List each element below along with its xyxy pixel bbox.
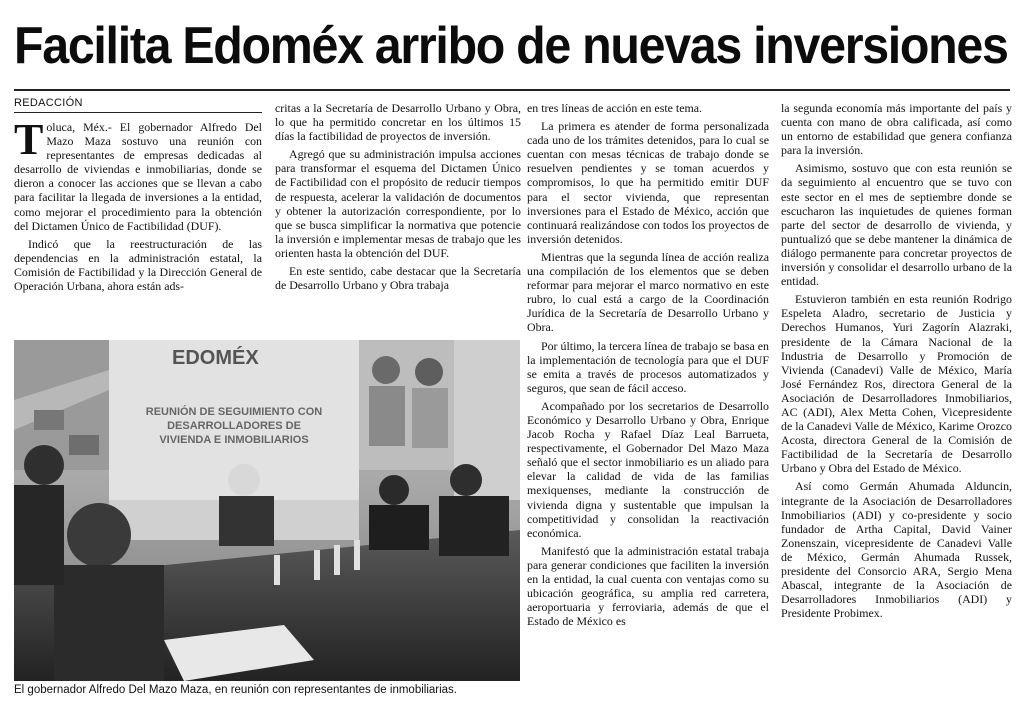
banner-title-3: VIVIENDA E INMOBILIARIOS xyxy=(159,434,309,446)
banner-title-2: DESARROLLADORES DE xyxy=(167,420,301,432)
paragraph: Agregó que su administración impulsa acciones para transformar el esquema del Dictamen Único de Factibilidad con el propósito de reducir tiempos de respuesta, acelerar la validación de documentos y obtener la autorización correspondiente, por lo que se busca simplificar la normativa que potencie la inversión e implementar mesas de trabajo que les orienten hasta la obtención del DUF. xyxy=(275,147,521,260)
meeting-photo xyxy=(14,340,520,681)
paragraph: La primera es atender de forma personalizada cada uno de los trámites detenidos, para lo cual se cuentan con mesas técnicas de trabajo donde se resuelven pendientes y se toman acuerdos y compromisos, lo que ha permitido emitir DUF para el sector vivienda, que representan inversiones para el Estado de México, acción que continuará realizándose con todos los proyectos de inversión detenidos. xyxy=(527,119,769,246)
byline-rule xyxy=(14,112,262,113)
column-3 xyxy=(527,101,769,701)
paragraph: Estuvieron también en esta reunión Rodrigo Espeleta Aladro, secretario de Justicia y Derechos Humanos, Yuri Zagorín Alazraki, presidente de la Cámara Nacional de la Industria de Desarrollo y Promoción de Vivienda (Canadevi) Valle de México, María José Fernández Ros, directora General de la Asociación de Desarrolladores Inmobiliarios, AC (ADI), Alex Metta Cohen, Vicepresidente de la Canadevi Valle de México, Karime Orozco Acosta, directora General de la Comisión de Factibilidad de la Secretaría de Desarrollo Urbano y Obra del Estado de México. xyxy=(781,292,1012,476)
paragraph: Por último, la tercera línea de trabajo se basa en la implementación de tecnología para que el DUF se emita a través de procesos automatizados y seguros, que sean de fácil acceso. xyxy=(527,338,769,395)
news-photo xyxy=(14,340,520,681)
paragraph: en tres líneas de acción en este tema. xyxy=(527,101,702,115)
paragraph: Acompañado por los secretarios de Desarrollo Económico y Desarrollo Urbano y Obra, Enrique Jacob Rocha y Rafael Díaz Leal Barrueta, respectivamente, el Gobernador Del Mazo Maza señaló que el sector inmobiliario es un aliado para elevar la calidad de vida de las familias mexiquenses, mediante la construcción de vivienda digna y sustentable que impulsan la competitividad y consolidan la reactivación económica. xyxy=(527,398,769,540)
paragraph: Asimismo, sostuvo que con esta reunión se da seguimiento al encuentro que se tuvo con este sector en el mes de septiembre donde se escucharon las inquietudes de quienes forman parte del sector de desarrollo de vivienda, y puntualizó que se debe mantener la dinámica de diálogo permanente para concretar proyectos de inversión y consolidar el desarrollo urbano de la entidad. xyxy=(781,161,1012,289)
paragraph: En este sentido, cabe destacar que la Secretaría de Desarrollo Urbano y Obra trabaja xyxy=(275,264,521,293)
banner-logo: EDOMÉX xyxy=(172,347,259,369)
paragraph: Manifestó que la administración estatal trabaja para generar condiciones que faciliten la inversión en la entidad, la cual cuenta con ventajas como su ubicación geográfica, su amplia red carretera, aeroportuaria y ferroviaria, además de que el Estado de México es xyxy=(527,543,769,629)
headline: Facilita Edoméx arribo de nuevas inversiones xyxy=(14,17,1008,75)
column-1 xyxy=(14,120,262,338)
drop-cap: T xyxy=(14,120,44,164)
photo-caption: El gobernador Alfredo Del Mazo Maza, en reunión con representantes de inmobiliarias. xyxy=(14,684,458,696)
paragraph: Indicó que la reestructuración de las dependencias en la administración estatal, la Comisión de Factibilidad y la Dirección General de Operación Urbana, ahora están ads- xyxy=(14,236,262,294)
paragraph: Mientras que la segunda línea de acción realiza una compilación de los elementos que se deben reformar para mejorar el marco normativo en este rubro, lo cual está a cargo de la Coordinación Jurídica de la Secretaría de Desarrollo Urbano y Obra. xyxy=(527,249,769,335)
paragraph: critas a la Secretaría de Desarrollo Urbano y Obra, lo que ha permitido concretar en los últimos 15 días la factibilidad de proyectos de inversión. xyxy=(275,101,521,144)
byline: REDACCIÓN xyxy=(14,97,83,109)
headline-rule xyxy=(14,89,1010,91)
column-4 xyxy=(781,101,1012,701)
paragraph: Toluca, Méx.- El gobernador Alfredo Del Mazo Maza sostuvo una reunión con representantes de empresas dedicadas al desarrollo de viviendas e inmobiliarias, donde se dieron a conocer las acciones que se llevan a cabo para facilitar la llegada de inversiones a la entidad, como mejorar el procedimiento para la obtención del Dictamen Único de Factibilidad (DUF). xyxy=(14,120,262,233)
paragraph: Así como Germán Ahumada Alduncin, integrante de la Asociación de Desarrolladores Inmobiliarios (ADI) y co-presidente y socio fundador de Artha Capital, David Vainer Zonenszain, vicepresidente de Canadevi Valle de México, Germán Ahumada Russek, presidente del Consorcio ARA, Sergio Mena Abascal, integrante de la Asociación de Desarrolladores Inmobiliarios (ADI) y Presidente Probimex. xyxy=(781,479,1012,621)
paragraph: la segunda economía más importante del país y cuenta con mano de obra calificada, así como un entorno de estabilidad que genera confianza para la inversión. xyxy=(781,101,1012,158)
banner-title-1: REUNIÓN DE SEGUIMIENTO CON xyxy=(145,406,323,418)
column-2 xyxy=(275,101,521,338)
